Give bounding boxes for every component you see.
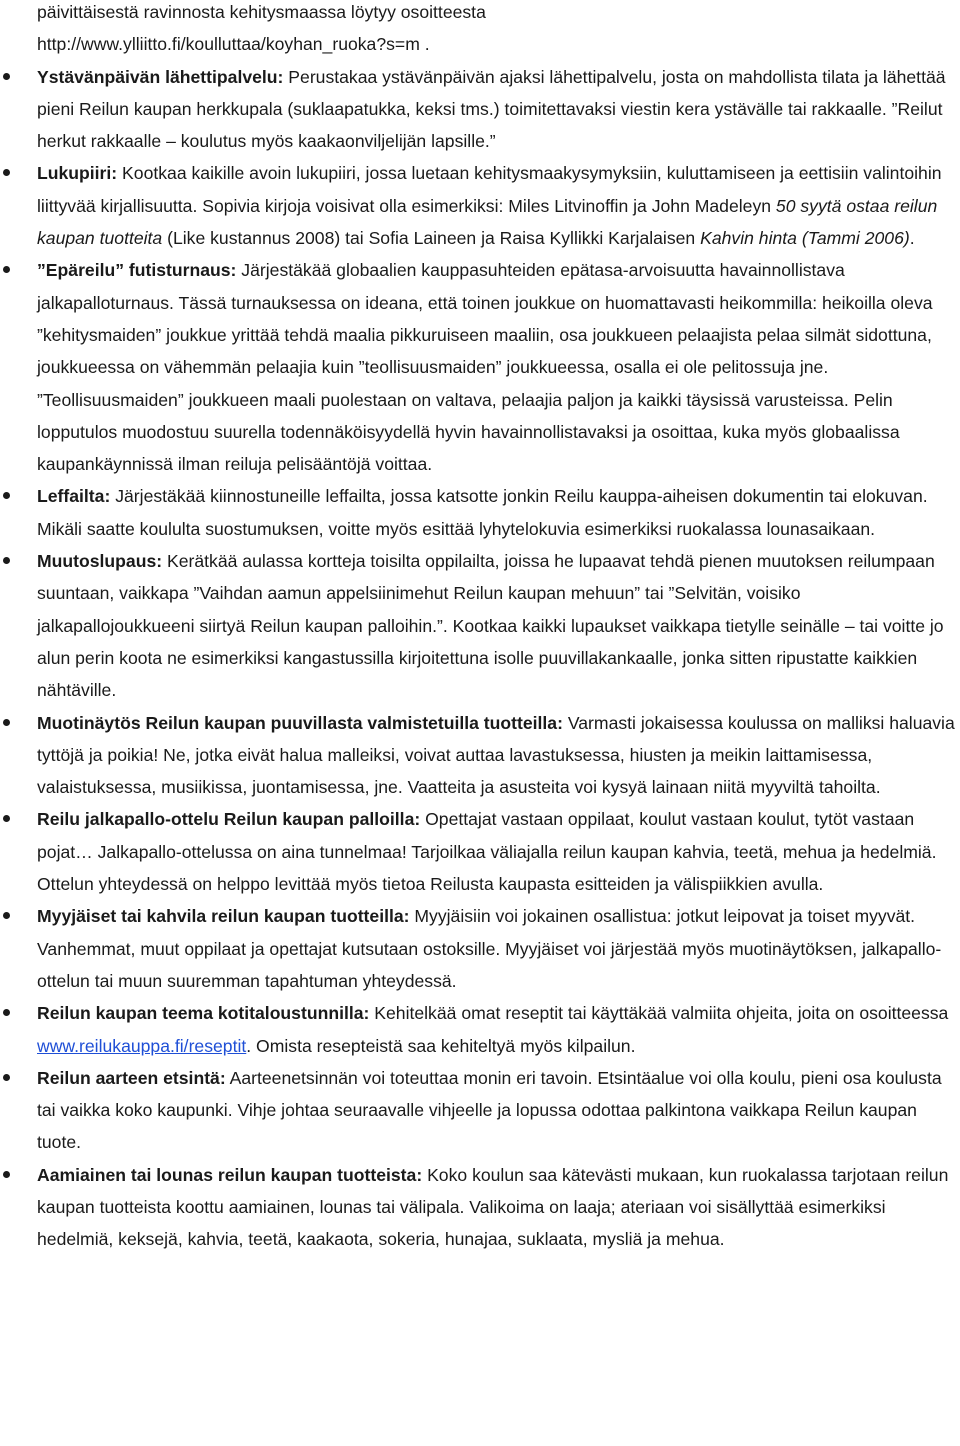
item-heading: Muutoslupaus:	[37, 551, 163, 572]
intro-text: päivittäisestä ravinnosta kehitysmaassa löytyy osoitteesta	[37, 2, 486, 22]
item-text: Järjestäkää kiinnostuneille leffailta, jossa katsotte jonkin Reilu kauppa-aiheisen dokumentin tai elokuvan. Mikäli saatte koululta suostumuksen, voitte myös esittää lyhytelokuvia esimerkiksi ruokalassa lounasaikaan.	[37, 486, 928, 539]
book-title: Kahvin hinta (Tammi 2006)	[700, 228, 910, 249]
item-text: Kootkaa kaikille avoin lukupiiri, jossa luetaan kehitysmaakysymyksiin, kuluttamiseen ja eettisiin valintoihin liittyvää kirjallisuutta. Sopivia kirjoja voisivat olla esimerkiksi: Miles Litvinoffin ja John Madeleyn	[37, 163, 942, 216]
bullet-icon	[3, 912, 10, 919]
list-item-leffailta	[0, 480, 960, 545]
item-heading: ”Epäreilu” futisturnaus:	[37, 260, 237, 281]
item-text: Myyjäisiin voi jokainen osallistua: jotkut leipovat ja toiset myyvät. Vanhemmat, muut oppilaat ja opettajat kutsutaan ostoksille. Myyjäiset voi järjestää myös muotinäytöksen, jalkapallo-ottelun tai muun suuremman tapahtuman yhteydessä.	[37, 906, 942, 991]
idea-list	[0, 61, 960, 1256]
list-item-muutoslupaus	[0, 545, 960, 706]
list-item-jalkapallo-ottelu	[0, 803, 960, 900]
list-item-muotinaytos	[0, 707, 960, 804]
item-text: Järjestäkää globaalien kauppasuhteiden epätasa-arvoisuutta havainnollistava jalkapalloturnaus. Tässä turnauksessa on ideana, että toinen joukkue on huomattavasti heikommilla: heikoilla oleva ”kehitysmaiden” joukkue yrittää tehdä maalia pikkuruiseen maaliin, osa joukkueen pelaajista pelaa silmät sidottuna, joukkueessa on vähemmän pelaajia kuin ”teollisuusmaiden” joukkueessa, osalla ei ole pelitossuja jne. ”Teollisuusmaiden” joukkueen maali puolestaan on valtava, pelaajia paljon ja kaikki täysissä varusteissa. Pelin lopputulos muodostuu suurella todennäköisyydellä hyvin havainnollistavaksi ja osoittaa, kuka myös globaalissa kaupankäynnissä ilman reiluja pelisääntöjä voittaa.	[37, 260, 933, 475]
list-item-ystavanpaiva	[0, 61, 960, 158]
item-heading: Myyjäiset tai kahvila reilun kaupan tuotteilla:	[37, 906, 410, 927]
bullet-icon	[3, 492, 10, 499]
item-heading: Muotinäytös Reilun kaupan puuvillasta valmistetuilla tuotteilla:	[37, 712, 563, 733]
bullet-icon	[3, 557, 10, 564]
item-heading: Leffailta:	[37, 486, 111, 507]
item-heading: Ystävänpäivän lähettipalvelu:	[37, 66, 284, 87]
item-heading: Reilun kaupan teema kotitaloustunnilla:	[37, 1003, 370, 1024]
list-item-aarteen-etsinta	[0, 1062, 960, 1159]
item-text: Koko koulun saa kätevästi mukaan, kun ruokalassa tarjotaan reilun kaupan tuotteista koottu aamiainen, lounas tai välipala. Valikoima on laaja; ateriaan voi sisällyttää esimerkiksi hedelmiä, keksejä, kahvia, teetä, kaakaota, sokeria, hunajaa, suklaata, mysliä ja mehua.	[37, 1164, 949, 1250]
bullet-icon	[3, 73, 10, 80]
bullet-icon	[3, 1171, 10, 1178]
item-text: Perustakaa ystävänpäivän ajaksi lähettipalvelu, josta on mahdollista tilata ja lähettää pieni Reilun kaupan herkkupala (suklaapatukka, keksi tms.) toimitettavaksi viestin kera ystävälle tai rakkaalle. ”Reilut herkut rakkaalle – koulutus myös kaakaonviljelijän lapsille.”	[37, 66, 946, 152]
item-text: Kerätkää aulassa kortteja toisilta oppilailta, joissa he lupaavat tehdä pienen muutoksen reilumpaan suuntaan, vaikkapa ”Vaihdan aamun appelsiinimehut Reilun kaupan mehuun” tai ”Selvitän, voisiko jalkapallojoukkueeni siirtyä Reilun kaupan palloihin.”. Kootkaa kaikki lupaukset vaikkapa tietylle seinälle – tai voitte jo alun perin koota ne esimerkiksi kangastussilla kirjoitettuna isolle puuvillakankaalle, jonka sitten ripustatte kaikkien nähtäville.	[37, 551, 944, 701]
item-text: Aarteenetsinnän voi toteuttaa monin eri tavoin. Etsintäalue voi olla koulu, pieni osa koulusta tai vaikka koko kaupunki. Vihje johtaa seuraavalle vihjeelle ja lopussa odottaa palkintona vaikkapa Reilun kaupan tuote.	[37, 1067, 942, 1153]
bullet-icon	[3, 719, 10, 726]
item-heading: Reilun aarteen etsintä:	[37, 1067, 226, 1088]
item-heading: Aamiainen tai lounas reilun kaupan tuotteista:	[37, 1164, 423, 1185]
bullet-icon	[3, 1074, 10, 1081]
item-text: Kehitelkää omat reseptit tai käyttäkää valmiita ohjeita, joita on osoitteessa	[369, 1003, 949, 1024]
reseptit-link[interactable]: www.reilukauppa.fi/reseptit	[37, 1035, 247, 1056]
bullet-icon	[3, 266, 10, 273]
list-item-myyjaiset	[0, 900, 960, 997]
item-text: . Omista resepteistä saa kehiteltyä myös kilpailun.	[246, 1035, 636, 1056]
item-heading: Reilu jalkapallo-ottelu Reilun kaupan palloilla:	[37, 809, 421, 830]
item-text: (Like kustannus 2008) tai Sofia Laineen ja Raisa Kyllikki Karjalaisen	[162, 228, 701, 249]
list-item-kotitalous	[0, 997, 960, 1062]
item-heading: Lukupiiri:	[37, 163, 118, 184]
item-text: .	[909, 228, 915, 249]
list-item-lukupiiri	[0, 157, 960, 254]
item-text: Varmasti jokaisessa koulussa on malliksi haluavia tyttöjä ja poikia! Ne, jotka eivät halua malleiksi, voivat auttaa lavastuksessa, hiusten ja meikin laittamisessa, valaistuksessa, musiikissa, juontamisessa, jne. Vaatteita ja asusteita voi kysyä lainaan niitä myyviltä tahoilta.	[37, 712, 955, 798]
bullet-icon	[3, 1009, 10, 1016]
intro-paragraph	[0, 0, 960, 61]
item-text: Opettajat vastaan oppilaat, koulut vastaan koulut, tytöt vastaan pojat… Jalkapallo-ottelussa on aina tunnelmaa! Tarjoilkaa väliajalla reilun kaupan kahvia, teetä, mehua ja hedelmiä. Ottelun yhteydessä on helppo levittää myös tietoa Reilusta kaupasta esitteiden ja välispiikkien avulla.	[37, 809, 937, 895]
intro-url: http://www.ylliitto.fi/koulluttaa/koyhan_ruoka?s=m .	[37, 34, 430, 55]
list-item-aamiainen	[0, 1159, 960, 1256]
list-item-futisturnaus	[0, 254, 960, 480]
book-title: 50 syytä ostaa reilun kaupan tuotteita	[37, 195, 938, 249]
bullet-icon	[3, 169, 10, 176]
bullet-icon	[3, 815, 10, 822]
